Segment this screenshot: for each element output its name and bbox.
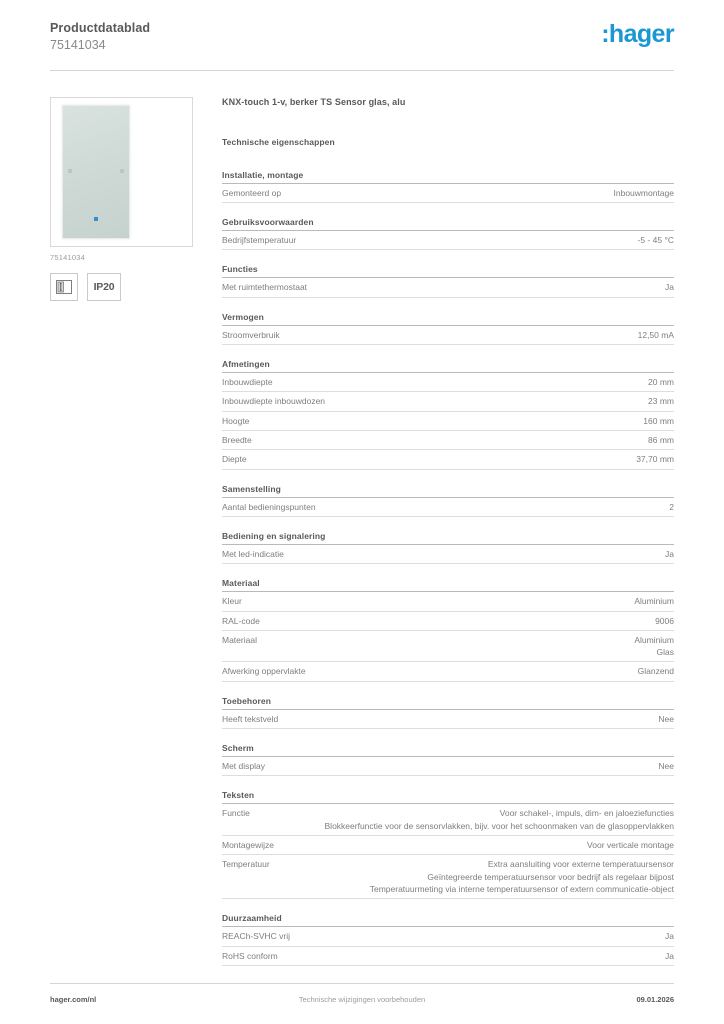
spec-label: Breedte xyxy=(222,434,252,445)
spec-row xyxy=(222,498,674,517)
spec-value xyxy=(286,858,674,895)
spec-value xyxy=(294,950,674,962)
spec-value xyxy=(289,376,674,388)
spec-label: Gemonteerd op xyxy=(222,187,282,198)
spec-value-line: Ja xyxy=(665,950,674,961)
spec-row xyxy=(222,231,674,250)
spec-row xyxy=(222,662,674,681)
article-number: 75141034 xyxy=(50,37,106,52)
spec-row xyxy=(222,927,674,946)
spec-section-heading: Installatie, montage xyxy=(222,170,674,184)
specification-sections xyxy=(222,170,674,966)
spec-value-line: Aluminium xyxy=(634,634,674,645)
spec-section xyxy=(222,790,674,899)
spec-value xyxy=(332,501,674,513)
spec-value xyxy=(323,281,674,293)
product-image-caption: 75141034 xyxy=(50,252,85,262)
spec-label: Inbouwdiepte inbouwdozen xyxy=(222,396,326,407)
spec-section-heading: Vermogen xyxy=(222,312,674,326)
spec-value-line: Inbouwmontage xyxy=(613,187,674,198)
spec-value xyxy=(268,434,674,446)
spec-value xyxy=(296,329,674,341)
spec-row xyxy=(222,947,674,966)
product-image-column xyxy=(50,97,200,966)
spec-section-heading: Functies xyxy=(222,264,674,278)
spec-row xyxy=(222,431,674,450)
footer-website-link[interactable]: hager.com/nl xyxy=(50,995,97,1004)
spec-value-line: 37,70 mm xyxy=(636,454,674,465)
spec-row xyxy=(222,836,674,855)
spec-value-line: -5 - 45 °C xyxy=(637,235,674,246)
spec-label: Inbouwdiepte xyxy=(222,377,273,387)
spec-label: Met ruimtethermostaat xyxy=(222,282,308,293)
spec-row xyxy=(222,855,674,899)
spec-section-heading: Duurzaamheid xyxy=(222,913,674,927)
spec-value xyxy=(297,187,674,199)
spec-value-line: 86 mm xyxy=(648,434,674,445)
spec-value xyxy=(306,930,674,942)
device-glass-panel xyxy=(62,105,130,239)
spec-label: Heeft tekstveld xyxy=(222,713,279,724)
sensor-mark-right-icon xyxy=(120,169,124,173)
spec-value xyxy=(263,453,674,465)
spec-label: Kleur xyxy=(222,596,242,607)
spec-value-line: Blokkeerfunctie voor de sensorvlakken, bijv. voor het schoonmaken van de glasoppervlakken xyxy=(324,820,674,831)
spec-value-line: 160 mm xyxy=(643,415,674,426)
spec-value xyxy=(290,839,674,851)
spec-section xyxy=(222,696,674,729)
spec-value-line: 23 mm xyxy=(648,396,674,407)
spec-value-line: 12,50 mA xyxy=(637,329,674,340)
page-title: Productdatablad xyxy=(50,21,151,35)
spec-row xyxy=(222,392,674,411)
header-titles xyxy=(50,20,150,54)
spec-value xyxy=(266,807,674,832)
footer-disclaimer: Technische wijzigingen voorbehouden xyxy=(298,995,426,1004)
spec-row xyxy=(222,184,674,203)
spec-section xyxy=(222,913,674,966)
spec-value xyxy=(300,548,674,560)
spec-label: REACh-SVHC vrij xyxy=(222,931,291,942)
spec-row xyxy=(222,710,674,729)
spec-value-line: Geïntegreerde temperatuursensor voor bedrijf als regelaar bijpost xyxy=(427,871,674,882)
spec-row xyxy=(222,631,674,663)
spec-label: Aantal bedieningspunten xyxy=(222,501,316,512)
spec-value-line: Nee xyxy=(658,713,674,724)
spec-value xyxy=(273,634,674,659)
spec-row xyxy=(222,757,674,776)
spec-value xyxy=(258,595,674,607)
spec-section-heading: Materiaal xyxy=(222,578,674,592)
spec-row xyxy=(222,804,674,836)
page-footer xyxy=(50,983,674,1004)
spec-section xyxy=(222,264,674,297)
spec-label: Hoogte xyxy=(222,415,250,426)
sensor-mark-left-icon xyxy=(68,169,72,173)
spec-section xyxy=(222,312,674,345)
spec-section-heading: Afmetingen xyxy=(222,359,674,373)
hager-logo: :hager xyxy=(601,20,674,48)
spec-value xyxy=(281,760,674,772)
technical-properties-title: Technische eigenschappen xyxy=(222,136,335,147)
page-header xyxy=(50,0,674,54)
spec-value-line: 2 xyxy=(669,501,674,512)
ip-rating-badge: IP20 xyxy=(87,273,121,301)
spec-value xyxy=(312,234,674,246)
spec-value-line: Glanzend xyxy=(637,666,674,677)
specifications-column xyxy=(200,97,674,966)
spec-section xyxy=(222,170,674,203)
spec-label: Temperatuur xyxy=(222,859,270,870)
spec-label: Bedrijfstemperatuur xyxy=(222,235,297,246)
spec-value-line: Aluminium xyxy=(634,596,674,607)
spec-value-line: Ja xyxy=(665,548,674,559)
spec-section-heading: Teksten xyxy=(222,790,674,804)
spec-row xyxy=(222,412,674,431)
spec-section-heading: Gebruiksvoorwaarden xyxy=(222,217,674,231)
page-content xyxy=(50,71,674,966)
spec-row xyxy=(222,592,674,611)
footer-date: 09.01.2026 xyxy=(636,995,674,1004)
spec-value-line: Temperatuurmeting via interne temperatuursensor of extern communicatie-object xyxy=(369,883,674,894)
spec-value-line: 9006 xyxy=(655,615,674,626)
badge-list xyxy=(50,273,200,301)
spec-value-line: Ja xyxy=(665,282,674,293)
spec-row xyxy=(222,450,674,469)
spec-section-heading: Bediening en signalering xyxy=(222,531,674,545)
spec-value-line: Ja xyxy=(665,931,674,942)
spec-value-line: Voor verticale montage xyxy=(587,840,674,850)
spec-value xyxy=(322,665,674,677)
spec-section-heading: Samenstelling xyxy=(222,484,674,498)
spec-row xyxy=(222,326,674,345)
spec-row xyxy=(222,612,674,631)
spec-value-line: Glas xyxy=(656,647,674,658)
spec-value xyxy=(341,395,674,407)
spec-section-heading: Toebehoren xyxy=(222,696,674,710)
spec-label: Functie xyxy=(222,808,250,819)
spec-label: Afwerking oppervlakte xyxy=(222,666,306,677)
spec-label: RoHS conform xyxy=(222,950,278,961)
spec-value-line: Extra aansluiting voor externe temperatuursensor xyxy=(487,859,674,870)
flush-mounting-icon xyxy=(50,273,78,301)
spec-section xyxy=(222,578,674,682)
spec-section-heading: Scherm xyxy=(222,743,674,757)
spec-row xyxy=(222,278,674,297)
spec-row xyxy=(222,545,674,564)
spec-value-line: 20 mm xyxy=(648,377,674,387)
spec-value xyxy=(294,713,674,725)
spec-section xyxy=(222,217,674,250)
spec-label: Met display xyxy=(222,761,265,772)
spec-value-line: Voor schakel-, impuls, dim- en jaloeziefuncties xyxy=(499,808,674,819)
spec-label: Met led-indicatie xyxy=(222,548,284,559)
spec-row xyxy=(222,373,674,392)
spec-section xyxy=(222,531,674,564)
spec-value-line: Nee xyxy=(658,761,674,772)
spec-section xyxy=(222,484,674,517)
spec-label: Stroomverbruik xyxy=(222,329,280,340)
spec-value xyxy=(265,415,674,427)
led-indicator-icon xyxy=(94,217,98,221)
spec-value xyxy=(276,615,674,627)
spec-label: Diepte xyxy=(222,454,247,465)
spec-section xyxy=(222,359,674,470)
spec-label: RAL-code xyxy=(222,615,260,626)
spec-label: Montagewijze xyxy=(222,840,274,850)
spec-section xyxy=(222,743,674,776)
product-image xyxy=(50,97,193,247)
spec-label: Materiaal xyxy=(222,634,257,645)
product-name: KNX-touch 1-v, berker TS Sensor glas, alu xyxy=(222,96,406,107)
